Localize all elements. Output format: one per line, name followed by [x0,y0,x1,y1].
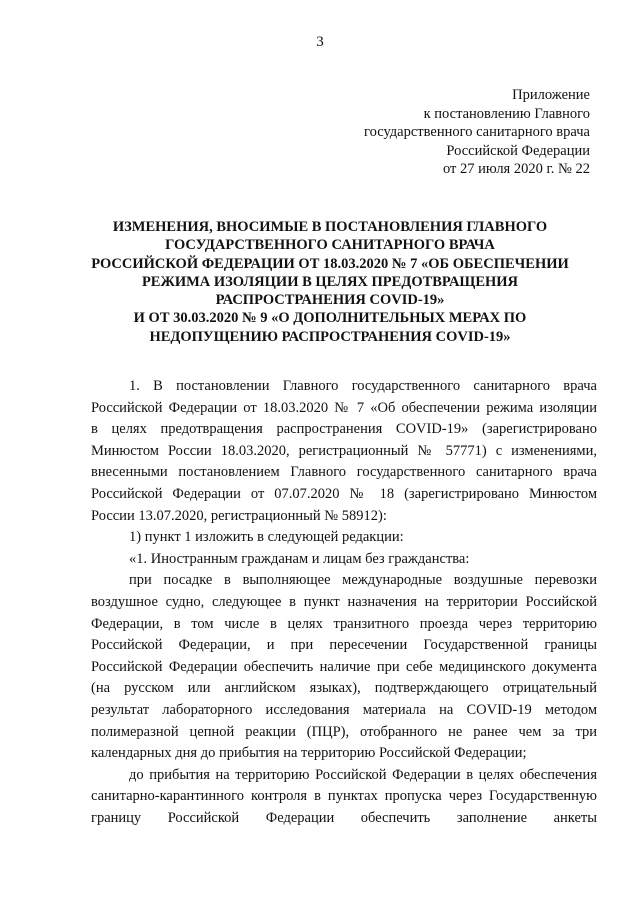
title-line: РАСПРОСТРАНЕНИЯ COVID-19» [215,292,445,309]
body-line: 1. В постановлении Главного государственного санитарного врача [129,378,597,394]
title-line: НЕДОПУЩЕНИЮ РАСПРОСТРАНЕНИЯ COVID-19» [149,328,511,345]
title-line: ГОСУДАРСТВЕННОГО САНИТАРНОГО ВРАЧА [165,237,495,254]
body-line: при посадке в выполняющее международные воздушные перевозки [129,572,597,589]
title-line: РОССИЙСКОЙ ФЕДЕРАЦИИ ОТ 18.03.2020 № 7 «ОБ ОБЕСПЕЧЕНИИ [91,255,569,272]
body-line: воздушное судно, следующее в пункт назначения на территории Российской [91,593,597,610]
body-line: Российской Федерации обеспечить наличие при себе медицинского документа [91,658,597,675]
body-line: полимеразной цепной реакции (ПЦР), отобранного не ранее чем за три [91,723,597,740]
title-line: И ОТ 30.03.2020 № 9 «О ДОПОЛНИТЕЛЬНЫХ МЕРАХ ПО [133,310,527,327]
body-line: Российской Федерации от 18.03.2020 № 7 «Об обеспечении режима изоляции [91,399,597,416]
body-line: в целях предотвращения распространения COVID-19» (зарегистрировано [91,421,597,438]
body-line: 1) пункт 1 изложить в следующей редакции: [129,529,404,546]
document-title [60,218,600,346]
body-line: (на русском или английском языках), подтверждающего отрицательный [91,680,597,697]
appendix-line: государственного санитарного врача [364,124,590,140]
body-line: до прибытия на территорию Российской Федерации в целях обеспечения [129,766,597,783]
body-line: границу Российской Федерации обеспечить заполнение анкеты [91,809,597,826]
appendix-line: Приложение [512,87,590,103]
page-number: 3 [316,34,324,50]
body-line: Федерации, в том числе в целях транзитного проезда через территорию [91,615,597,632]
body-line: внесенными постановлением Главного государственного санитарного врача [91,464,597,481]
body-line: календарных дня до прибытия на территорию Российской Федерации; [91,745,527,762]
appendix-header [364,86,590,179]
appendix-line: от 27 июля 2020 г. № 22 [442,161,590,177]
body-line: «1. Иностранным гражданам и лицам без гражданства: [129,550,470,567]
body-line: результат лабораторного исследования материала на COVID-19 методом [91,701,597,718]
title-line: ИЗМЕНЕНИЯ, ВНОСИМЫЕ В ПОСТАНОВЛЕНИЯ ГЛАВНОГО [112,219,548,235]
body-line: России 13.07.2020, регистрационный № 58912): [91,507,387,524]
document-body [91,376,597,829]
body-line: Российской Федерации, и при пересечении Государственной границы [91,637,597,654]
title-line: РЕЖИМА ИЗОЛЯЦИИ В ЦЕЛЯХ ПРЕДОТВРАЩЕНИЯ [141,273,519,290]
body-line: Минюстом России 18.03.2020, регистрационный № 57771) с изменениями, [91,442,597,459]
body-line: санитарно-карантинного контроля в пунктах пропуска через Государственную [91,788,597,805]
appendix-line: Российской Федерации [446,142,590,159]
appendix-line: к постановлению Главного [423,105,590,122]
body-line: Российской Федерации от 07.07.2020 № 18 (зарегистрировано Минюстом [91,485,597,502]
